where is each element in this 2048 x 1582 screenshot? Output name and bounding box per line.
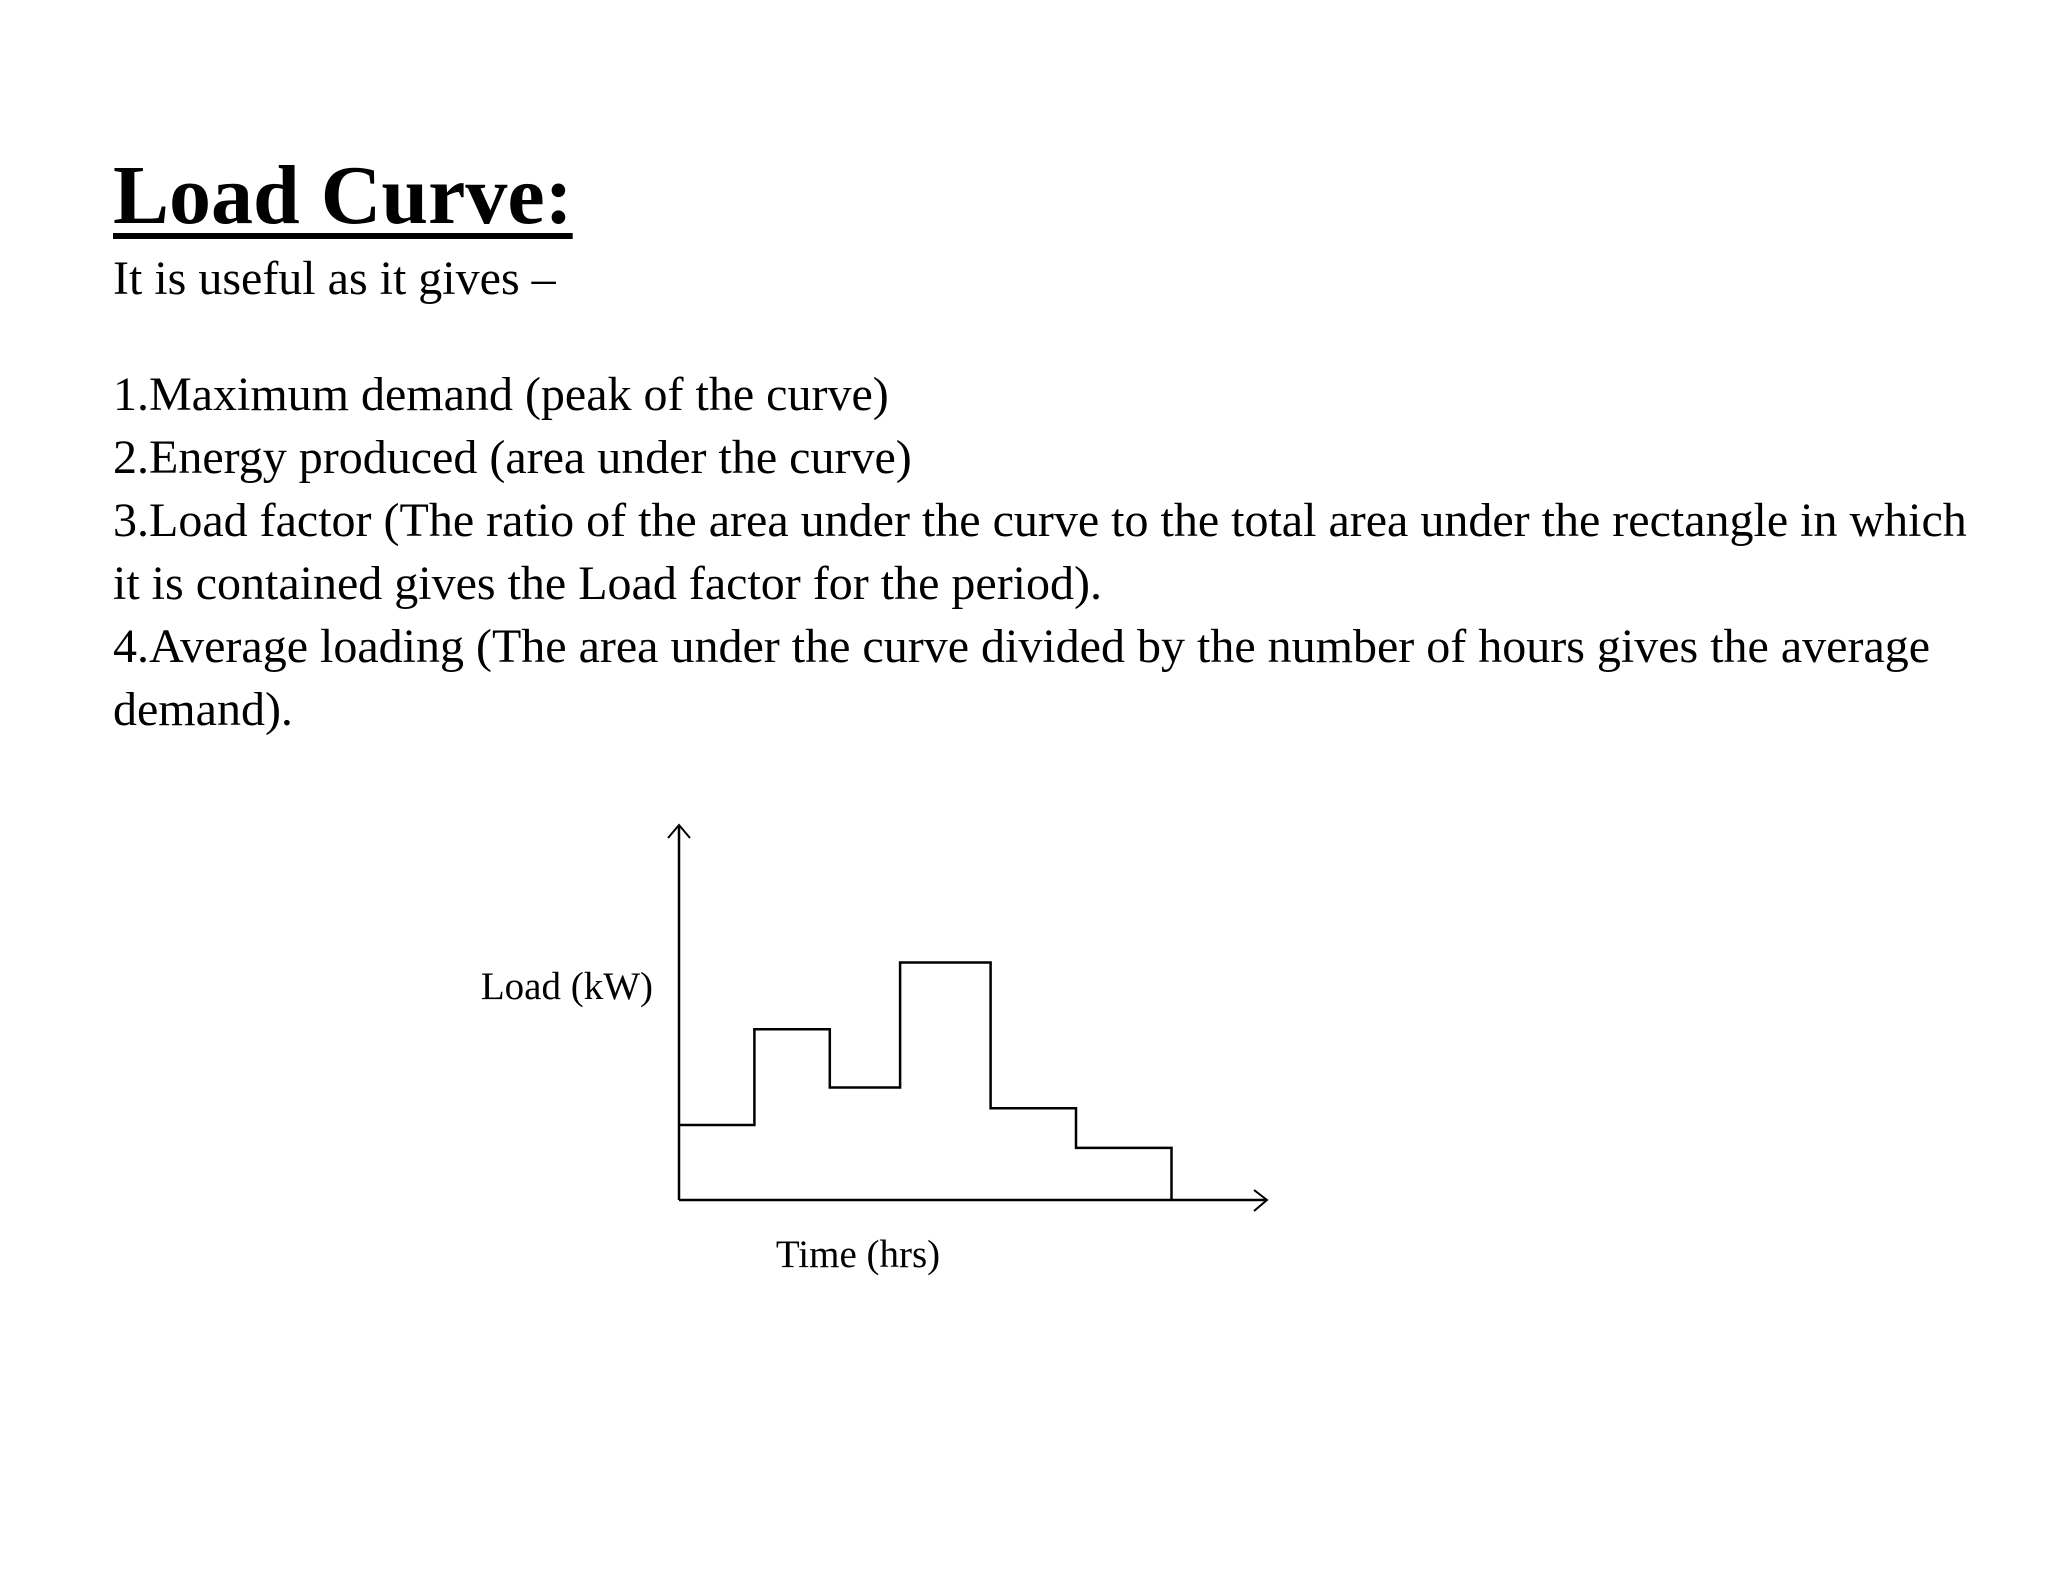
- x-axis-label: Time (hrs): [775, 1233, 941, 1276]
- point-item: 3.Load factor (The ratio of the area under the curve to the total area under the rectangle in which it is contained gives the Load factor for the period).: [113, 494, 1967, 610]
- points-list: [113, 363, 1993, 741]
- y-axis-arrowhead: [668, 825, 690, 838]
- y-axis-label: Load (kW): [480, 965, 653, 1008]
- point-item: 2.Energy produced (area under the curve): [113, 431, 912, 484]
- load-curve-series: [679, 963, 1172, 1201]
- slide-title: Load Curve:: [113, 149, 573, 242]
- point-item: 1.Maximum demand (peak of the curve): [113, 368, 889, 421]
- intro-text: It is useful as it gives –: [113, 252, 556, 305]
- point-item: 4.Average loading (The area under the curve divided by the number of hours gives the average demand).: [113, 620, 1931, 736]
- x-axis-arrowhead: [1254, 1190, 1267, 1211]
